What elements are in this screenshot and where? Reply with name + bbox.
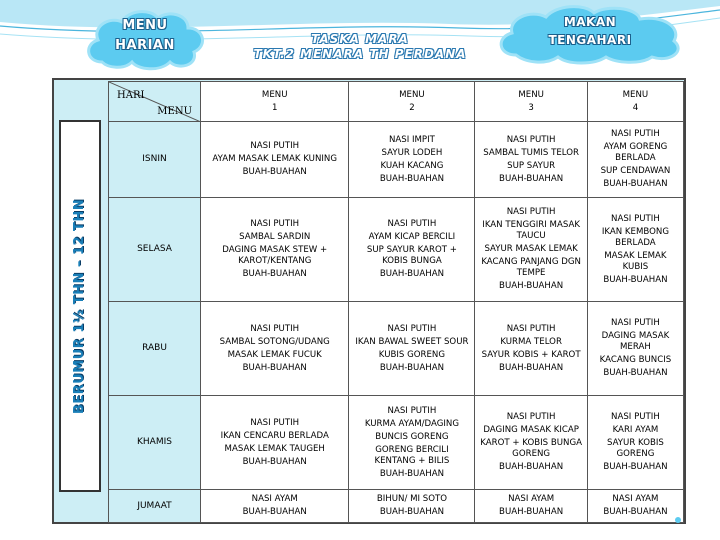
menu-item: NASI PUTIH (250, 141, 300, 151)
column-header-label: MENU (261, 89, 288, 100)
menu-item: BUAH-BUAHAN (603, 274, 668, 285)
menu-item: DAGING MASAK KICAP (483, 425, 579, 435)
day-cell: JUMAAT (109, 490, 201, 523)
day-cell: SELASA (109, 198, 201, 302)
day-cell: RABU (109, 302, 201, 396)
menu-item: BUAH-BUAHAN (603, 507, 668, 517)
menu-item: MASAK LEMAK FUCUK (227, 349, 322, 360)
menu-item: IKAN KEMBONG BERLADA (601, 226, 669, 248)
menu-item: NASI PUTIH (506, 412, 556, 422)
column-header-label: MENU (399, 89, 425, 100)
column-header-menu-2 (349, 82, 475, 122)
menu-item: IKAN TENGGIRI MASAK TAUCU (482, 220, 580, 241)
menu-cell (475, 198, 587, 302)
menu-cell (475, 396, 587, 490)
menu-item: SAMBAL SOTONG/UDANG (219, 336, 330, 347)
menu-item: BUAH-BUAHAN (499, 462, 564, 472)
column-header-menu-1 (201, 82, 349, 122)
cloud-badge-makan-tengahari (490, 3, 690, 65)
title-line-1: TASKA MARA (311, 32, 409, 46)
menu-cell (349, 490, 475, 523)
column-header-number: 4 (632, 102, 639, 113)
menu-item: BUAH-BUAHAN (379, 173, 444, 184)
menu-table (108, 81, 684, 523)
menu-item: NASI PUTIH (611, 412, 660, 422)
cloud-left-line-1: MENU (122, 18, 168, 33)
menu-item: NASI PUTIH (250, 417, 300, 428)
menu-cell (349, 396, 475, 490)
menu-item: AYAM MASAK LEMAK KUNING (212, 154, 338, 164)
menu-item: KARI AYAM (612, 425, 659, 435)
menu-item: NASI PUTIH (506, 207, 556, 217)
table-row (109, 198, 684, 302)
menu-item: BIHUN/ MI SOTO (376, 494, 447, 504)
table-row (109, 396, 684, 490)
menu-item: AYAM GORENG BERLADA (603, 142, 668, 163)
menu-item: NASI PUTIH (387, 219, 437, 229)
menu-item: NASI PUTIH (387, 405, 437, 416)
menu-item: NASI IMPIT (388, 134, 435, 145)
menu-item: MASAK LEMAK KUBIS (604, 250, 667, 272)
menu-item: SUP CENDAWAN (600, 166, 671, 176)
menu-item: SAYUR KOBIS + KAROT (481, 349, 581, 360)
menu-item: AYAM KICAP BERCILI (368, 232, 456, 242)
menu-item: BUAH-BUAHAN (242, 456, 307, 467)
menu-cell (475, 490, 587, 523)
menu-item: KURMA TELOR (500, 336, 562, 347)
menu-item: KUBIS GORENG (378, 349, 446, 360)
page-indicator-icon (674, 516, 682, 524)
corner-cell (109, 82, 201, 122)
menu-item: BUAH-BUAHAN (379, 507, 444, 517)
menu-frame (52, 78, 686, 524)
menu-item: KACANG BUNCIS (599, 355, 672, 365)
menu-item: NASI AYAM (612, 494, 659, 504)
age-label: BERUMUR 1½ THN – 12 THN (72, 198, 88, 414)
column-header-menu-3 (475, 82, 587, 122)
menu-item: GORENG BERCILI KENTANG + BILIS (374, 444, 450, 466)
menu-item: BUAH-BUAHAN (603, 462, 668, 472)
menu-item: NASI AYAM (251, 494, 298, 504)
day-cell: ISNIN (109, 122, 201, 198)
menu-item: IKAN CENCARU BERLADA (220, 430, 329, 441)
menu-cell (349, 122, 475, 198)
menu-item: NASI PUTIH (611, 213, 660, 224)
menu-cell (201, 396, 349, 490)
menu-cell (201, 198, 349, 302)
menu-item: BUAH-BUAHAN (603, 368, 668, 378)
column-header-number: 2 (409, 102, 415, 113)
column-header-number: 1 (271, 102, 278, 113)
day-cell: KHAMIS (109, 396, 201, 490)
menu-item: BUAH-BUAHAN (379, 269, 444, 279)
menu-item: IKAN BAWAL SWEET SOUR (355, 336, 469, 347)
menu-item: NASI PUTIH (611, 129, 660, 139)
menu-item: NASI AYAM (508, 494, 555, 504)
menu-cell (475, 302, 587, 396)
corner-menu-label: MENU (157, 106, 192, 117)
page-title (210, 32, 510, 62)
menu-item: SUP SAYUR KAROT + KOBIS BUNGA (366, 245, 457, 266)
menu-cell (587, 490, 683, 523)
menu-item: NASI PUTIH (611, 318, 660, 328)
menu-item: NASI PUTIH (506, 134, 556, 145)
menu-cell (349, 198, 475, 302)
table-row (109, 302, 684, 396)
cloud-left-line-2: HARIAN (115, 38, 175, 53)
title-line-2: TKT.2 MENARA TH PERDANA (253, 47, 467, 61)
menu-item: BUAH-BUAHAN (379, 362, 444, 373)
menu-item: SAYUR MASAK LEMAK (484, 244, 578, 254)
table-row (109, 122, 684, 198)
menu-item: NASI PUTIH (506, 323, 556, 334)
corner-hari-label: HARI (117, 90, 145, 101)
menu-item: BUAH-BUAHAN (499, 173, 564, 184)
age-label-box (59, 120, 101, 492)
menu-cell (587, 198, 683, 302)
menu-item: SAYUR KOBIS GORENG (606, 438, 664, 459)
menu-item: KURMA AYAM/DAGING (364, 418, 459, 429)
menu-item: BUAH-BUAHAN (242, 362, 307, 373)
menu-item: SAMBAL SARDIN (239, 232, 311, 242)
menu-cell (201, 122, 349, 198)
column-header-number: 3 (528, 102, 534, 113)
menu-item: SUP SAYUR (507, 160, 556, 171)
column-header-label: MENU (622, 89, 649, 100)
menu-cell (201, 302, 349, 396)
menu-cell (201, 490, 349, 523)
menu-cell (587, 396, 683, 490)
column-header-menu-4 (587, 82, 683, 122)
menu-item: DAGING MASAK STEW + KAROT/KENTANG (222, 245, 328, 266)
menu-item: BUAH-BUAHAN (379, 468, 444, 479)
cloud-badge-menu-harian (80, 6, 210, 72)
menu-item: BUAH-BUAHAN (242, 269, 307, 279)
menu-item: BUAH-BUAHAN (242, 167, 307, 177)
menu-item: SAYUR LODEH (381, 147, 443, 158)
menu-item: BUAH-BUAHAN (242, 507, 307, 517)
menu-item: NASI PUTIH (250, 219, 300, 229)
menu-cell (587, 122, 683, 198)
menu-cell (349, 302, 475, 396)
menu-item: BUAH-BUAHAN (499, 362, 564, 373)
menu-cell (475, 122, 587, 198)
menu-item: DAGING MASAK MERAH (601, 331, 670, 352)
menu-item: NASI PUTIH (250, 323, 300, 334)
menu-item: BUAH-BUAHAN (499, 281, 564, 291)
menu-item: SAMBAL TUMIS TELOR (483, 147, 580, 158)
menu-item: MASAK LEMAK TAUGEH (224, 443, 325, 454)
menu-item: KUAH KACANG (380, 160, 444, 171)
column-header-label: MENU (518, 89, 544, 100)
menu-item: BUNCIS GORENG (375, 431, 449, 442)
cloud-right-line-2: TENGAHARI (548, 33, 632, 47)
table-row (109, 490, 684, 523)
menu-table-body (109, 122, 684, 523)
menu-item: NASI PUTIH (387, 323, 437, 334)
table-header-row (109, 82, 684, 122)
cloud-right-line-1: MAKAN (563, 15, 617, 29)
menu-cell (587, 302, 683, 396)
menu-item: BUAH-BUAHAN (603, 179, 668, 189)
menu-item: KACANG PANJANG DGN TEMPE (481, 257, 581, 278)
menu-item: BUAH-BUAHAN (499, 507, 564, 517)
menu-item: KAROT + KOBIS BUNGA GORENG (480, 438, 582, 459)
